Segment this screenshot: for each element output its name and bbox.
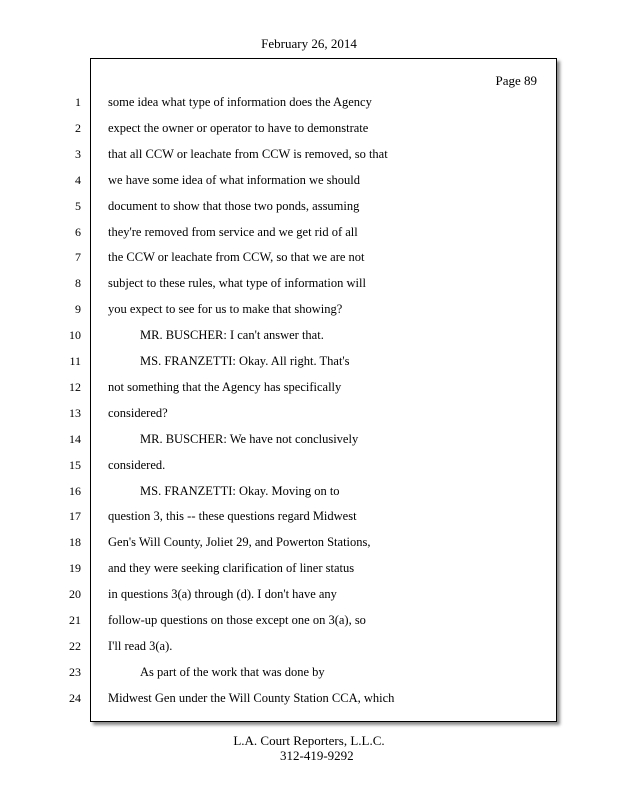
transcript-line: Midwest Gen under the Will County Station CCA, which bbox=[108, 691, 395, 705]
line-number: 1 bbox=[75, 95, 81, 109]
transcript-date: February 26, 2014 bbox=[261, 36, 357, 51]
line-number: 13 bbox=[69, 406, 81, 420]
transcript-line: subject to these rules, what type of information will bbox=[108, 276, 366, 290]
line-number: 8 bbox=[75, 276, 81, 290]
line-number: 7 bbox=[75, 250, 81, 264]
line-number: 23 bbox=[69, 665, 81, 679]
transcript-line: follow-up questions on those except one on 3(a), so bbox=[108, 613, 366, 627]
line-number: 16 bbox=[69, 484, 81, 498]
line-number: 24 bbox=[69, 691, 81, 705]
line-number: 6 bbox=[75, 225, 81, 239]
transcript-line: you expect to see for us to make that showing? bbox=[108, 302, 343, 316]
line-number: 10 bbox=[69, 328, 81, 342]
transcript-line: expect the owner or operator to have to demonstrate bbox=[108, 121, 369, 135]
transcript-line: considered. bbox=[108, 458, 166, 472]
line-number: 18 bbox=[69, 535, 81, 549]
line-number: 15 bbox=[69, 458, 81, 472]
page-number: Page 89 bbox=[495, 73, 537, 88]
transcript-line: that all CCW or leachate from CCW is removed, so that bbox=[108, 147, 388, 161]
transcript-line: question 3, this -- these questions regard Midwest bbox=[108, 509, 357, 523]
transcript-line: they're removed from service and we get rid of all bbox=[108, 225, 358, 239]
line-number: 21 bbox=[69, 613, 81, 627]
transcript-line: considered? bbox=[108, 406, 168, 420]
line-number: 17 bbox=[69, 509, 81, 523]
transcript-line: MR. BUSCHER: I can't answer that. bbox=[140, 328, 324, 342]
line-number: 20 bbox=[69, 587, 81, 601]
line-number: 9 bbox=[75, 302, 81, 316]
reporter-company: L.A. Court Reporters, L.L.C. bbox=[233, 733, 385, 748]
line-number: 14 bbox=[69, 432, 81, 446]
line-number: 19 bbox=[69, 561, 81, 575]
line-number: 22 bbox=[69, 639, 81, 653]
transcript-line: and they were seeking clarification of liner status bbox=[108, 561, 355, 575]
transcript-line: MS. FRANZETTI: Okay. Moving on to bbox=[140, 484, 340, 498]
transcript-line: in questions 3(a) through (d). I don't have any bbox=[108, 587, 337, 601]
transcript-line: I'll read 3(a). bbox=[108, 639, 173, 653]
transcript-line: document to show that those two ponds, assuming bbox=[108, 199, 360, 213]
reporter-phone: 312-419-9292 bbox=[280, 748, 354, 763]
transcript-line: MR. BUSCHER: We have not conclusively bbox=[140, 432, 359, 446]
transcript-line: some idea what type of information does the Agency bbox=[108, 95, 372, 109]
transcript-line: not something that the Agency has specifically bbox=[108, 380, 342, 394]
transcript-line: As part of the work that was done by bbox=[140, 665, 325, 679]
transcript-line: Gen's Will County, Joliet 29, and Powerton Stations, bbox=[108, 535, 371, 549]
line-number: 4 bbox=[75, 173, 81, 187]
transcript-line: MS. FRANZETTI: Okay. All right. That's bbox=[140, 354, 350, 368]
line-number: 3 bbox=[75, 147, 81, 161]
line-number: 11 bbox=[69, 354, 81, 368]
line-number: 2 bbox=[75, 121, 81, 135]
line-number: 12 bbox=[69, 380, 81, 394]
transcript-line: we have some idea of what information we should bbox=[108, 173, 361, 187]
line-number: 5 bbox=[75, 199, 81, 213]
transcript-line: the CCW or leachate from CCW, so that we are not bbox=[108, 250, 365, 264]
